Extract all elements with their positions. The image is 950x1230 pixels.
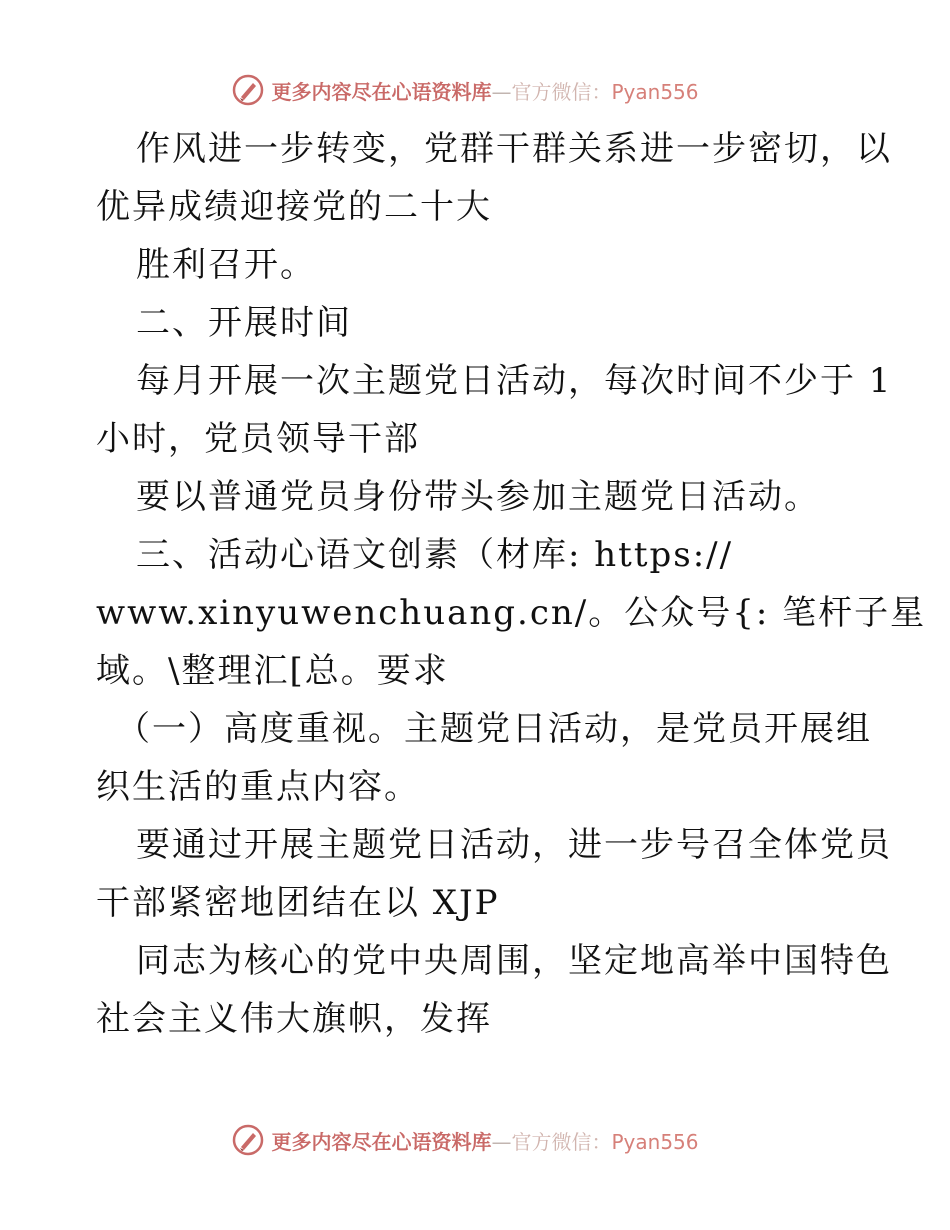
paragraph-line: 要以普通党员身份带头参加主题党日活动。 [136, 477, 820, 517]
watermark-text [271, 1126, 698, 1155]
watermark-brand: 更多内容尽在心语资料库 [271, 79, 492, 104]
paragraph-line: 每月开展一次主题党日活动，每次时间不少于 1 [136, 361, 893, 401]
paragraph-line: 优异成绩迎接党的二十大 [96, 187, 492, 227]
watermark-account-label: 官方微信： [511, 1129, 612, 1154]
paragraph-line: 同志为核心的党中央周围，坚定地高举中国特色 [136, 941, 892, 981]
watermark-account-id: Pyan556 [611, 79, 699, 104]
watermark-text [271, 76, 698, 105]
watermark-account-id: Pyan556 [611, 1129, 699, 1154]
paragraph-line: 社会主义伟大旗帜，发挥 [96, 999, 492, 1039]
paragraph-line: 干部紧密地团结在以 XJP [96, 883, 500, 923]
header-watermark [0, 70, 950, 110]
paragraph-line: 小时，党员领导干部 [96, 419, 420, 459]
watermark-account-label: 官方微信： [511, 79, 612, 104]
subsection-heading: （一）高度重视。主题党日活动，是党员开展组 [116, 709, 872, 749]
watermark-group [231, 1123, 698, 1157]
paragraph-line: 作风进一步转变，党群干群关系进一步密切，以 [136, 129, 892, 169]
watermark-brand: 更多内容尽在心语资料库 [271, 1129, 492, 1154]
section-heading: 二、开展时间 [136, 303, 352, 343]
paragraph-line: www.xinyuwenchuang.cn/。公众号{: 笔杆子星 [96, 593, 927, 633]
watermark-group [231, 73, 698, 107]
pen-logo-icon [231, 73, 265, 107]
section-heading: 三、活动心语文创素（材库: https:// [136, 535, 734, 575]
paragraph-line: 域。\整理汇[总。要求 [96, 651, 449, 691]
footer-watermark [0, 1120, 950, 1160]
paragraph-line: 胜利召开。 [136, 245, 316, 285]
paragraph-line: 织生活的重点内容。 [96, 767, 420, 807]
watermark-separator: — [491, 1129, 512, 1154]
watermark-separator: — [491, 79, 512, 104]
pen-logo-icon [231, 1123, 265, 1157]
document-body [96, 120, 927, 1048]
paragraph-line: 要通过开展主题党日活动，进一步号召全体党员 [136, 825, 892, 865]
